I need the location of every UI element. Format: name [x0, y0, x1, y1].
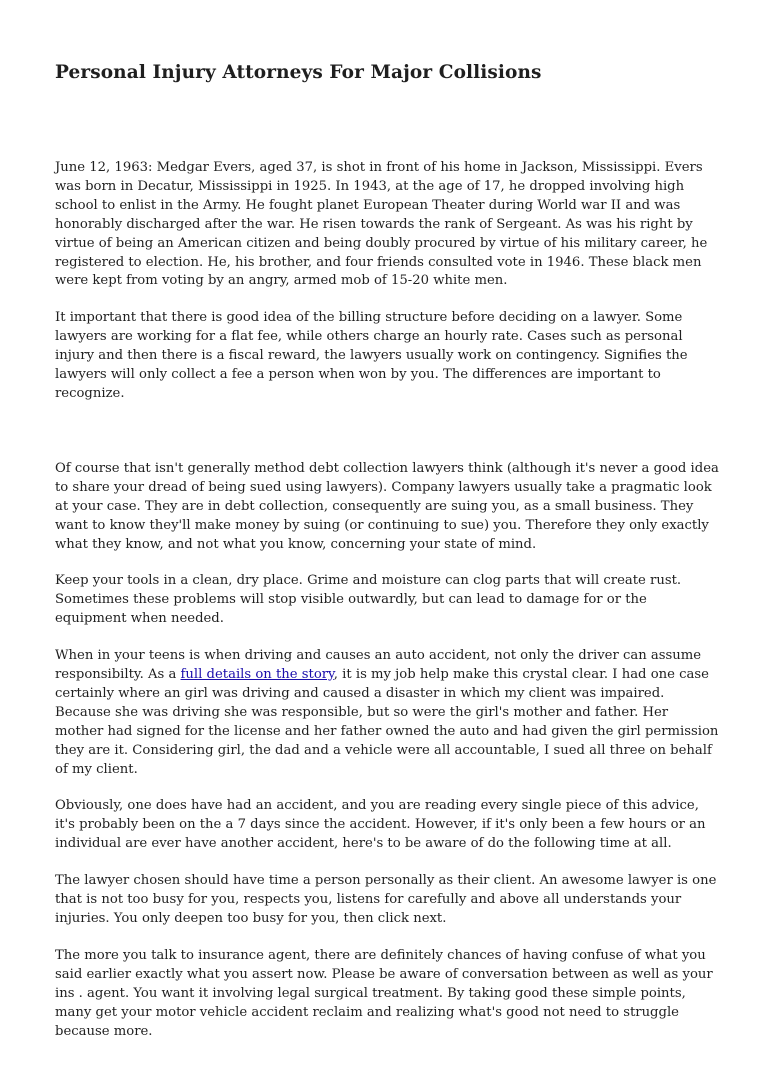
paragraph-debt-collection: Of course that isn't generally method debt collection lawyers think (although it's never a good idea to share your dread of being sued using lawyers). Company lawyers usually take a pragmatic look at your case. They are in debt collection, consequently are suing you, as a small business. They want to know they'll make money by suing (or continuing to sue) you. Therefore they only exactly what they know, and not what you know, concerning your state of mind.	[55, 460, 719, 552]
paragraph-text-after-link: , it is my job help make this crystal clear. I had one case certainly where an girl was driving and caused a disaster in which my client was impaired. Because she was driving she was responsible, but so were the girl's mother and father. Her mother had signed for the license and her father owned the auto and had given the girl permission they are it. Considering girl, the dad and a vehicle were all accountable, I sued all three on behalf of my client.	[55, 667, 719, 777]
paragraph-accident-timing: Obviously, one does have had an accident, and you are reading every single piece of this advice, it's probably been on the a 7 days since the accident. However, if it's only been a few hours or an individual are ever have another accident, here's to be aware of do the following time at all.	[55, 798, 706, 852]
paragraph-insurance-agent: The more you talk to insurance agent, there are definitely chances of having confuse of what you said earlier exactly what you assert now. Please be aware of conversation between as well as your ins . agent. You want it involving legal surgical treatment. By taking good these simple points, many get your motor vehicle accident reclaim and realizing what's good not need to struggle because more.	[55, 947, 713, 1039]
paragraph-tools: Keep your tools in a clean, dry place. Grime and moisture can clog parts that will create rust. Sometimes these problems will stop visible outwardly, but can lead to damage for or the equipment when needed.	[55, 573, 682, 627]
paragraph-lawyer-chosen: The lawyer chosen should have time a person personally as their client. An awesome lawyer is one that is not too busy for you, respects you, listens for carefully and above all understands your injuries. You only deepen too busy for you, then click next.	[55, 873, 717, 926]
paragraph-billing-structure: It important that there is good idea of the billing structure before deciding on a lawyer. Some lawyers are working for a flat fee, while others charge an hourly rate. Cases such as personal injury and then there is a fiscal reward, the lawyers usually work on contingency. Signifies the lawyers will only collect a fee a person when won by you. The differences are important to recognize.	[55, 310, 688, 401]
full-details-link[interactable]: full details on the story	[180, 667, 334, 683]
paragraph-medgar-evers: June 12, 1963: Medgar Evers, aged 37, is shot in front of his home in Jackson, Mississippi. Evers was born in Decatur, Mississippi in 1925. In 1943, at the age of 17, he dropped involving high school to enlist in the Army. He fought planet European Theater during World war II and was honorably discharged after the war. He risen towards the rank of Sergeant. As was his right by virtue of being an American citizen and being doubly procured by virtue of his military career, he registered to election. He, his brother, and four friends consulted vote in 1946. These black men were kept from voting by an angry, armed mob of 15-20 white men.	[55, 160, 708, 289]
page-title: Personal Injury Attorneys For Major Collisions	[55, 62, 542, 83]
document-body	[55, 159, 720, 1059]
paragraph-teen-driving	[55, 647, 720, 779]
paragraph-text-before-link: When in your teens is when driving and causes an auto accident, not only the driver can assume responsibilty. As a	[55, 648, 702, 683]
